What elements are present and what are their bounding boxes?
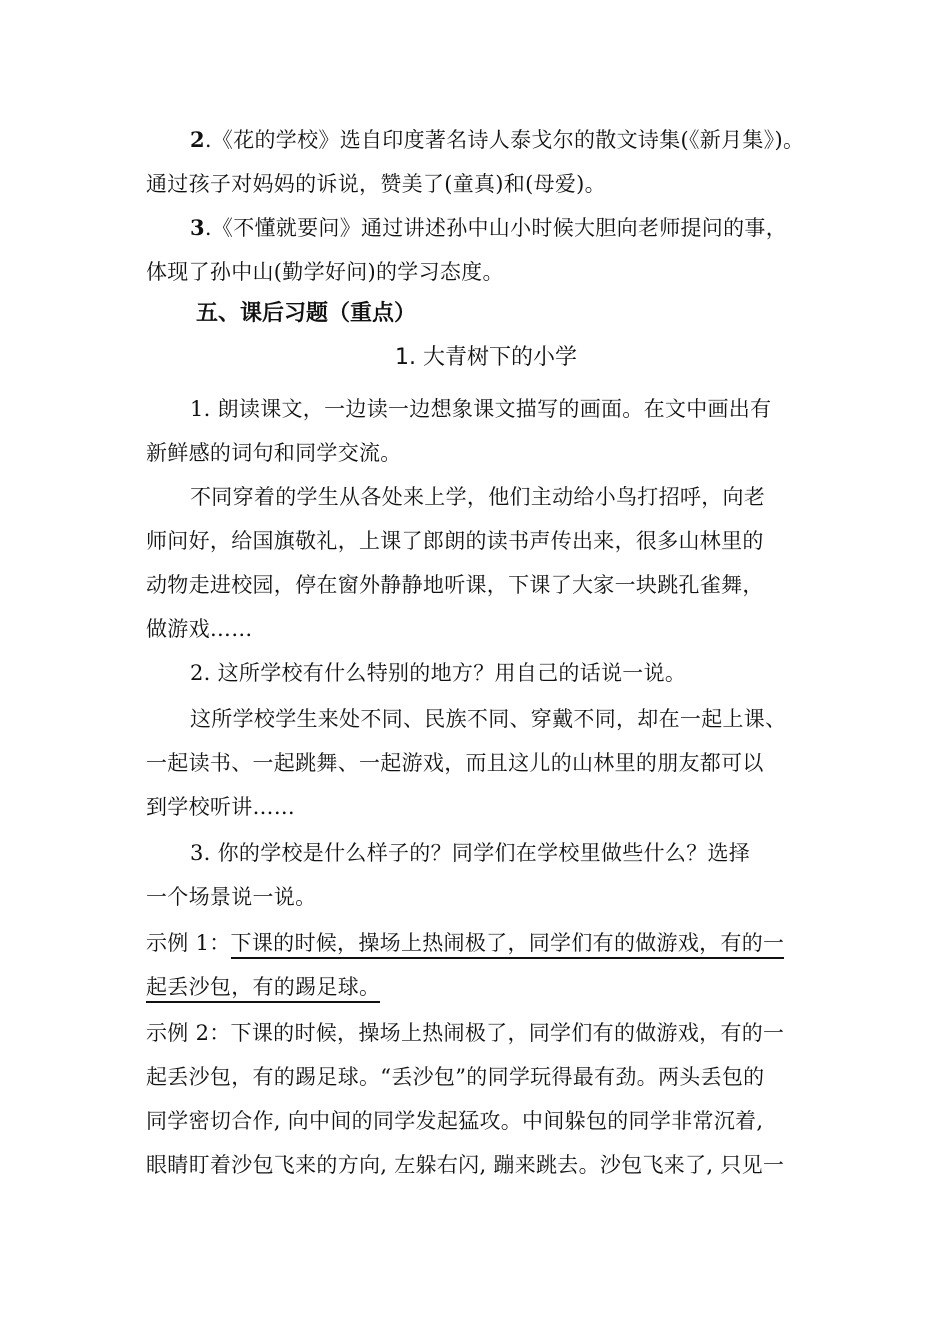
example-2-line4: 眼睛盯着沙包飞来的方向, 左躲右闪, 蹦来跳去。沙包飞来了, 只见一: [146, 1153, 785, 1177]
question-3-line2: 一个场景说一说。: [146, 885, 317, 909]
answer-1-line2: 师问好，给国旗敬礼，上课了郎朗的读书声传出来，很多山林里的: [146, 529, 764, 553]
answer-1-line3: 动物走进校园，停在窗外静静地听课，下课了大家一块跳孔雀舞，: [146, 573, 764, 597]
example-2-line3: 同学密切合作, 向中间的同学发起猛攻。中间躲包的同学非常沉着,: [146, 1109, 764, 1133]
answer-2-line1: 这所学校学生来处不同、民族不同、穿戴不同，却在一起上课、: [190, 707, 787, 731]
question-2-line1: 2. 这所学校有什么特别的地方？用自己的话说一说。: [190, 661, 687, 685]
item3-line2: 体现了孙中山(勤学好问)的学习态度。: [146, 260, 504, 284]
answer-2-line2: 一起读书、一起跳舞、一起游戏，而且这儿的山林里的朋友都可以: [146, 751, 764, 775]
item2-line1: [190, 125, 808, 155]
example-1-answer-line2: 起丢沙包，有的踢足球。: [146, 975, 380, 1003]
answer-1-line1: 不同穿着的学生从各处来上学，他们主动给小鸟打招呼，向老: [190, 485, 766, 509]
question-1-line2: 新鲜感的词句和同学交流。: [146, 441, 402, 465]
example-2-line1: [146, 1018, 808, 1048]
example-2-text-line1: 下课的时候，操场上热闹极了，同学们有的做游戏，有的一: [230, 1021, 785, 1045]
section-heading: 五、课后习题（重点）: [196, 301, 417, 326]
item3-number: 3: [190, 215, 205, 240]
example-2-label: 示例 2：: [146, 1021, 231, 1045]
example-1-line1: [146, 928, 808, 958]
question-1-line1: 1. 朗读课文，一边读一边想象课文描写的画面。在文中画出有: [190, 397, 772, 421]
item2-line2: 通过孩子对妈妈的诉说，赞美了(童真)和(母爱)。: [146, 172, 606, 196]
example-1-answer-line1: 下课的时候，操场上热闹极了，同学们有的做游戏，有的一: [231, 931, 785, 959]
lesson-title: 1. 大青树下的小学: [395, 345, 577, 370]
example-2-line2: 起丢沙包，有的踢足球。“丢沙包”的同学玩得最有劲。两头丢包的: [146, 1065, 765, 1089]
answer-2-line3: 到学校听讲……: [146, 795, 296, 819]
example-1-line2: [146, 972, 808, 1002]
example-1-label: 示例 1：: [146, 931, 231, 955]
item3-text: .《不懂就要问》通过讲述孙中山小时候大胆向老师提问的事，: [204, 216, 787, 240]
question-3-line1: 3. 你的学校是什么样子的？同学们在学校里做些什么？选择: [190, 841, 751, 865]
answer-1-line4: 做游戏……: [146, 617, 253, 641]
item2-number: 2: [190, 127, 205, 152]
item3-line1: [190, 213, 808, 243]
item2-text: .《花的学校》选自印度著名诗人泰戈尔的散文诗集(《新月集》)。: [204, 128, 805, 152]
